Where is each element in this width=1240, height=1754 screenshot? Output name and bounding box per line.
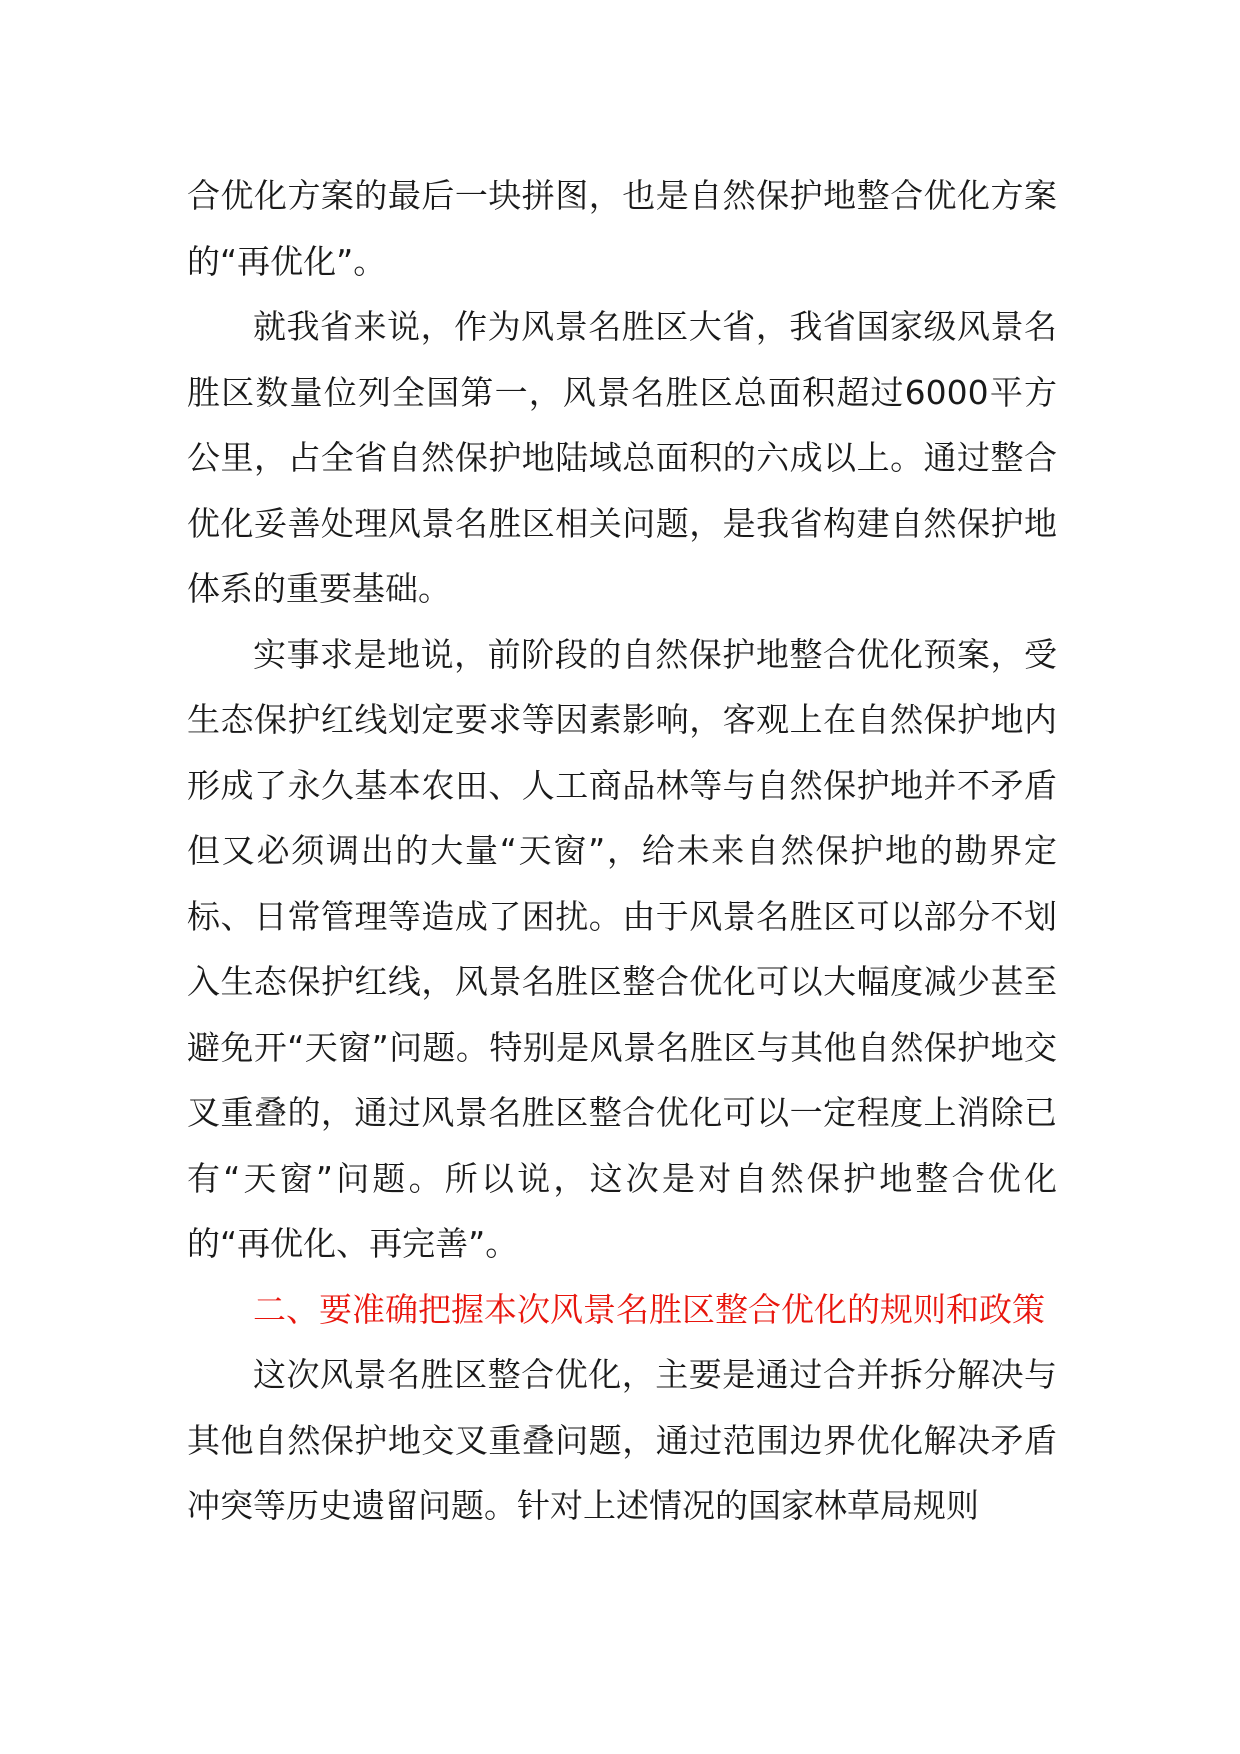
paragraph-skylight-issue: 实事求是地说，前阶段的自然保护地整合优化预案，受生态保护红线划定要求等因素影响，客观上在自然保护地内形成了永久基本农田、人工商品林等与自然保护地并不矛盾但又必须调出的大量“天窗”，给未来自然保护地的勘界定标、日常管理等造成了困扰。由于风景名胜区可以部分不划入生态保护红线，风景名胜区整合优化可以大幅度减少甚至避免开“天窗”问题。特别是风景名胜区与其他自然保护地交叉重叠的，通过风景名胜区整合优化可以一定程度上消除已有“天窗”问题。所以说，这次是对自然保护地整合优化的“再优化、再完善”。: [187, 634, 1057, 1263]
section-heading-rules-policies: 二、要准确把握本次风景名胜区整合优化的规则和政策: [253, 1289, 1045, 1329]
paragraph-province-overview: 就我省来说，作为风景名胜区大省，我省国家级风景名胜区数量位列全国第一，风景名胜区总面积超过6000平方公里，占全省自然保护地陆域总面积的六成以上。通过整合优化妥善处理风景名胜区相关问题，是我省构建自然保护地体系的重要基础。: [187, 307, 1057, 608]
document-body: [187, 163, 1057, 1539]
paragraph-continuation: 合优化方案的最后一块拼图，也是自然保护地整合优化方案的“再优化”。: [187, 176, 1057, 281]
paragraph-integration-approach: 这次风景名胜区整合优化，主要是通过合并拆分解决与其他自然保护地交叉重叠问题，通过范围边界优化解决矛盾冲突等历史遗留问题。针对上述情况的国家林草局规则: [187, 1355, 1057, 1525]
